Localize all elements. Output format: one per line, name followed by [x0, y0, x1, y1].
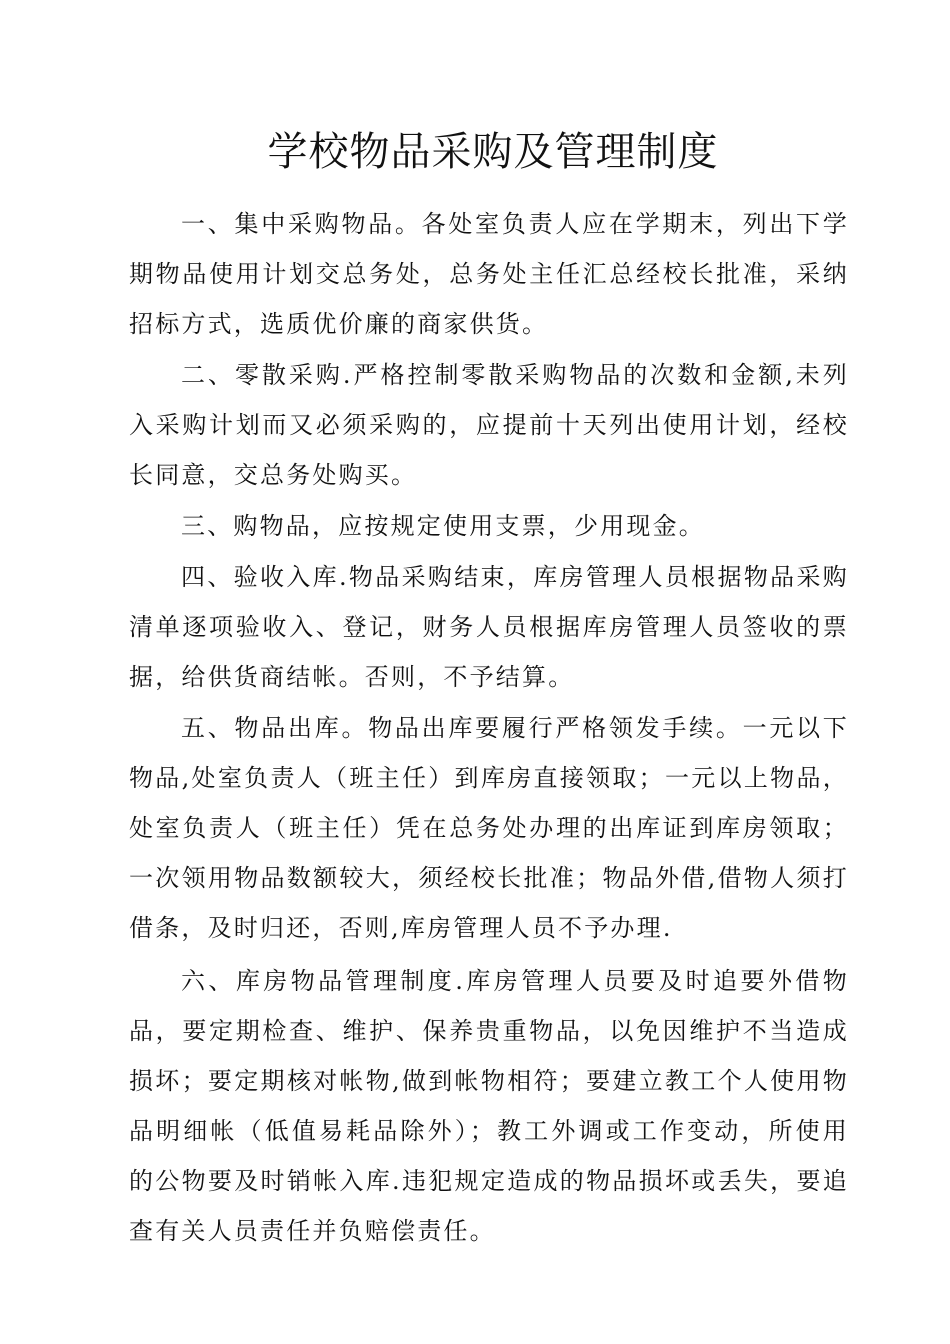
paragraph-centralized-purchasing: 一、集中采购物品。各处室负责人应在学期末，列出下学期物品使用计划交总务处，总务处主任汇总经校长批准，采纳招标方式，选质优价廉的商家供货。: [129, 210, 849, 338]
document-body: [129, 199, 849, 1257]
paragraph-scattered-purchasing: 二、零散采购.严格控制零散采购物品的次数和金额,未列入采购计划而又必须采购的，应提前十天列出使用计划，经校长同意，交总务处购买。: [129, 361, 849, 489]
paragraph-inspection-storage: 四、验收入库.物品采购结束，库房管理人员根据物品采购清单逐项验收入、登记，财务人员根据库房管理人员签收的票据，给供货商结帐。否则，不予结算。: [129, 563, 849, 691]
paragraph-item-outbound: 五、物品出库。物品出库要履行严格领发手续。一元以下物品,处室负责人（班主任）到库房直接领取；一元以上物品，处室负责人（班主任）凭在总务处办理的出库证到库房领取；一次领用物品数额较大，须经校长批准；物品外借,借物人须打借条，及时归还，否则,库房管理人员不予办理.: [129, 714, 849, 942]
document-title: 学校物品采购及管理制度: [267, 129, 719, 175]
paragraph-payment-method: 三、购物品，应按规定使用支票，少用现金。: [181, 512, 705, 540]
paragraph-warehouse-management: 六、库房物品管理制度.库房管理人员要及时追要外借物品，要定期检查、维护、保养贵重物品，以免因维护不当造成损坏；要定期核对帐物,做到帐物相符；要建立教工个人使用物品明细帐（低值易耗品除外）；教工外调或工作变动，所使用的公物要及时销帐入库.违犯规定造成的物品损坏或丢失，要追查有关人员责任并负赔偿责任。: [129, 967, 849, 1245]
